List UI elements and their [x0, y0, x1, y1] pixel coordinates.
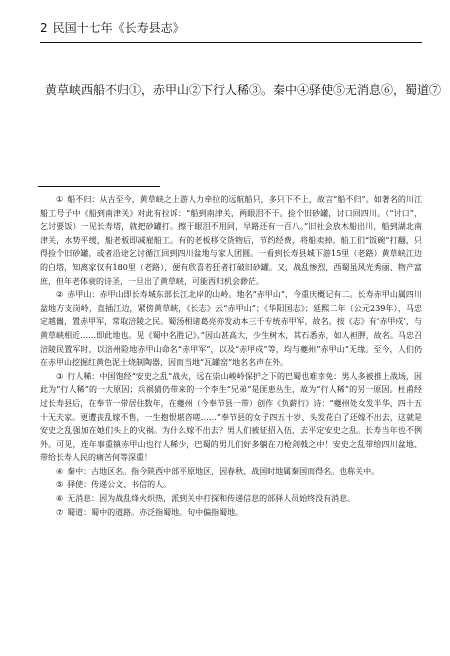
footnote-separator	[38, 186, 160, 187]
page-number: 2	[40, 21, 48, 35]
poem-line: 黄草峡西船不归①，赤甲山②下行人稀③。秦中④驿使⑤无消息⑥，蜀道⑦	[45, 83, 442, 97]
footnote	[40, 288, 422, 370]
footnote-marker: ⑦	[56, 507, 64, 517]
footnote-marker: ①	[56, 195, 64, 204]
footnote-text: 驿使：传递公文、书信的人。	[67, 480, 172, 490]
footnote	[40, 506, 422, 520]
footnote-marker: ④	[56, 466, 64, 476]
footnote-text: 无消息：因为战乱烽火炽热，派到关中打探和传递信息的部驿人员始终没有消息。	[67, 494, 356, 504]
footnote-text: 行人稀：中国饱经“安史之乱”战火，远在崇山峻岭保护之下的巴蜀也难幸免：男人多被推上战场，因此为“行人稀”的一大原因；兵祸猜仍带来的一个李生“兄弟”是匪患丛生，故为“行人稀”的另一原因。杜甫经过长寿县后，在奉节一带居住数年，在夔州（今奉节县一带）创作《负薪行》诗：“夔州处女发半华，四十五十无夫家。更遭丧乱嫁不售，一生抱恨堪咨嗟……”奉节县的女子四五十岁、头发花白了还嫁不出去，这就是安史之乱强加在她们头上的灾祸。为什么嫁不出去？男人们被征招入伍，去平定安史之乱。长寿当年也不例外。可见，连年事重镇赤甲山也行人稀少，巴蜀的男儿们好多躺在刀枪剑戟之中！安史之乱带给四川盆地、带给长寿人民的痛苦何等深重！	[40, 371, 422, 463]
running-header	[40, 20, 420, 36]
footnote	[40, 478, 422, 492]
footnotes	[40, 193, 422, 519]
footnote	[40, 492, 422, 506]
book-title: 民国十七年《长寿县志》	[52, 21, 185, 35]
footnote-marker: ⑥	[56, 494, 64, 504]
footnote-text: 船不归：从古至今，黄草峡之上游人力牵拉的远航船只，多只下不上，故言“船不归”。如著名的川江船工号子中《船到南津关》对此有拉诉：“船到南津关，两眼泪不干。捡个旧砂罐，讨口回四川。（“讨口”，乞讨要饭）一见长寿塔，就把砂罐打。擦干眼泪不用同，早路还有一百八。”旧社会放木船出川，船到湖北南津关，水势平缓，船老板即减雇船工。有的老板移交货物后，节约经费，将船卖掉。船工们“饭碗”打翻，只得捡个旧砂罐，或者沿途乞讨循江回到四川盆地与家人团圆。一看到长寿县城下游15里（老路）黄草峡江边的白塔，知离家仅有180里（老路），便有欣喜若狂者打破旧砂罐。又，战乱惨烈，西蜀虽风光秀丽、物产富庶，但年老体衰的诗圣，一旦出了黄草峡，可能西归机会渺茫。	[40, 195, 422, 286]
footnote	[40, 370, 422, 465]
footnote-text: 蜀道：蜀中的道路。亦泛指蜀地。句中偏指蜀地。	[67, 507, 244, 517]
footnote-text: 秦中：古地区名。指今陕西中部平原地区，因春秋、战国时地属秦国而得名。也称关中。	[67, 466, 380, 476]
footnote-text: 赤甲山：赤甲山即长寿城东部长江北岸的山岭。地名“赤甲山”，今重庆概记有二。长寿赤甲山属四川盆地方支岗岭，直插江边，紧傍黄草峡，《长志》云“赤甲山”；《华阳国志》；延熙二年（公元239年），马忠定越巂，置赤甲军，常取涪陵之民。蜀汤相诸葛亮亦发动本三千专统赤甲军，故名。按《志》有‘赤甲戍’，与黄草峡相近……即此地也。见《蜀中名胜记》。”因山甚高大，少生树木，其石悉赤，如人袒胛，故名。马忠召涪陵民置军时，以涪州险地赤甲山命名“赤甲军”，以及“赤甲戍”等，均与夔州“赤甲山”无缘。至今，人们仍在赤甲山挖掘红黄色泥土烧制陶器，因而当地“瓦罐窑”地名名声在外。	[40, 290, 422, 368]
footnote-marker: ③	[56, 371, 64, 381]
header-rule	[40, 42, 422, 43]
footnote-marker: ⑤	[56, 480, 64, 490]
footnote-marker: ②	[56, 290, 64, 300]
footnote	[40, 193, 422, 288]
footnote	[40, 465, 422, 479]
